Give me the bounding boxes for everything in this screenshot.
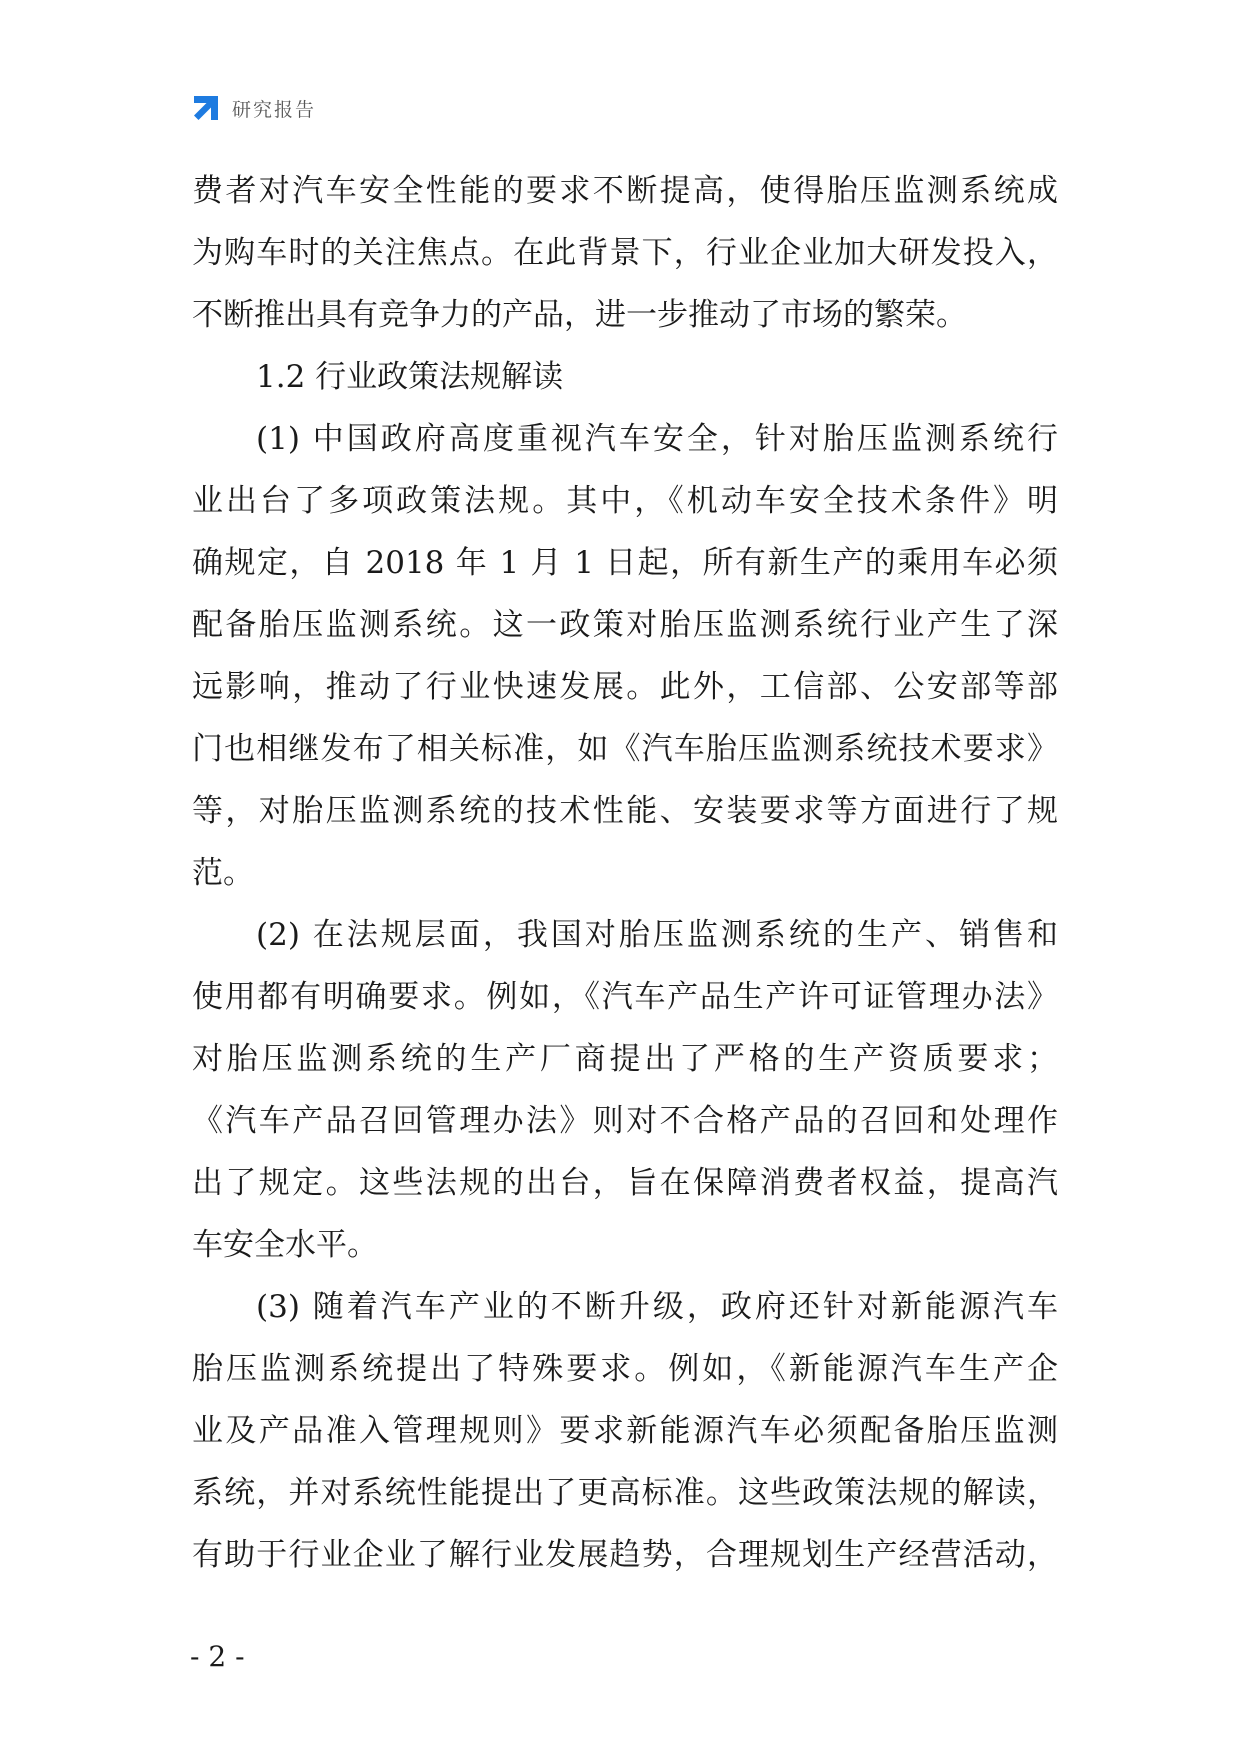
header-title: 研究报告 (232, 98, 317, 121)
text-line: 确规定，自 2018 年 1 月 1 日起，所有新生产的乘用车必须 (192, 545, 1058, 581)
arrow-up-right-icon (190, 92, 222, 124)
text-line: 等，对胎压监测系统的技术性能、安装要求等方面进行了规 (192, 793, 1058, 829)
text-line: 为购车时的关注焦点。在此背景下，行业企业加大研发投入， (192, 235, 1058, 271)
text-line: (1) 中国政府高度重视汽车安全，针对胎压监测系统行 (256, 421, 1058, 457)
text-line: 车安全水平。 (192, 1227, 378, 1263)
text-line: (3) 随着汽车产业的不断升级，政府还针对新能源汽车 (256, 1289, 1058, 1325)
text-line: 费者对汽车安全性能的要求不断提高，使得胎压监测系统成 (192, 173, 1058, 209)
text-line: 对胎压监测系统的生产厂商提出了严格的生产资质要求； (192, 1041, 1058, 1077)
text-line: 远影响，推动了行业快速发展。此外，工信部、公安部等部 (192, 669, 1058, 705)
text-line: (2) 在法规层面，我国对胎压监测系统的生产、销售和 (256, 917, 1058, 953)
text-line: 业及产品准入管理规则》要求新能源汽车必须配备胎压监测 (192, 1413, 1058, 1449)
text-line: 出了规定。这些法规的出台，旨在保障消费者权益，提高汽 (192, 1165, 1058, 1201)
page-number: - 2 - (190, 1640, 245, 1673)
text-line: 胎压监测系统提出了特殊要求。例如，《新能源汽车生产企 (192, 1351, 1058, 1387)
text-line: 配备胎压监测系统。这一政策对胎压监测系统行业产生了深 (192, 607, 1058, 643)
text-line: 有助于行业企业了解行业发展趋势，合理规划生产经营活动， (192, 1537, 1058, 1573)
document-body (192, 160, 1058, 1586)
text-line: 范。 (192, 855, 254, 891)
section-heading: 1.2 行业政策法规解读 (256, 359, 564, 395)
text-line: 门也相继发布了相关标准，如《汽车胎压监测系统技术要求》 (192, 731, 1058, 767)
text-line: 《汽车产品召回管理办法》则对不合格产品的召回和处理作 (192, 1103, 1058, 1139)
page-header (190, 90, 316, 126)
text-line: 业出台了多项政策法规。其中，《机动车安全技术条件》明 (192, 483, 1058, 519)
text-line: 系统，并对系统性能提出了更高标准。这些政策法规的解读， (192, 1475, 1058, 1511)
text-line: 使用都有明确要求。例如，《汽车产品生产许可证管理办法》 (192, 979, 1058, 1015)
text-line: 不断推出具有竞争力的产品，进一步推动了市场的繁荣。 (192, 297, 967, 333)
